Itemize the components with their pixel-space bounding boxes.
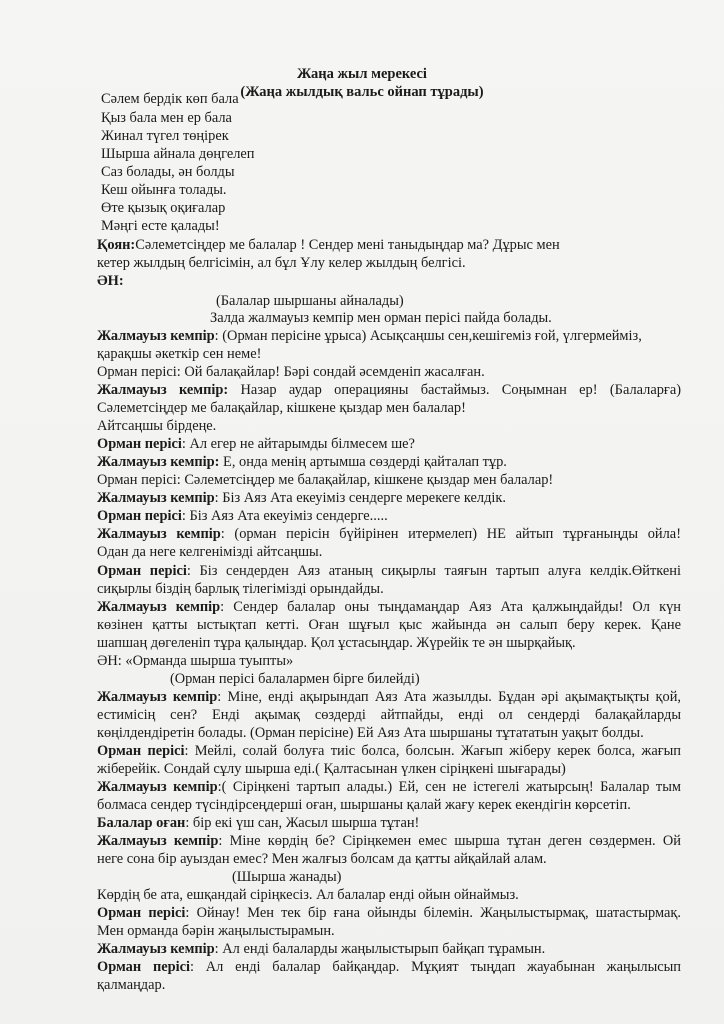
line-text: қалмаңдар. [97, 977, 166, 993]
line-text: шапшаң дөгеленіп тұра қалыңдар. Қол ұстасыңдар. Жүрейік те ән шырқайық. [97, 635, 576, 651]
line-text: Орман перісі: Ой балақайлар! Бәрі сондай әсемденіп жасалған. [97, 364, 485, 380]
line-text: болмаса сендер түсіндірсеңдерші оған, шыршаны қалай жағу керек екендігін көрсетіп. [97, 797, 631, 813]
line-text: Көрдің бе ата, ешқандай сіріңкесіз. Ал балалар енді ойын ойнаймыз. [97, 887, 519, 903]
line-text: : Ал егер не айтарымды білмесем ше? [181, 436, 415, 452]
dialogue-line [97, 599, 681, 616]
line-text: Мен орманда бәрін жаңылыстырамын. [97, 923, 335, 939]
line-text: : Біз Аяз Ата екеуіміз сендерге мерекеге келдік. [214, 490, 507, 506]
dialogue-line [97, 364, 681, 381]
dialogue-line [97, 617, 681, 634]
dialogue-line [97, 851, 681, 868]
dialogue-line [97, 743, 681, 760]
poem-line: Шырша айнала дөңгелеп [101, 146, 255, 162]
speaker: Орман перісі [97, 959, 191, 975]
poem-line: Қыз бала мен ер бала [101, 110, 232, 126]
dialogue-line [97, 905, 681, 922]
dialogue-line [97, 887, 681, 904]
line-text: : Ал енді балалар байқаңдар. Мұқият тыңдап жауабынан жаңылысып [190, 959, 681, 975]
speaker: Жалмауыз кемпір: [97, 454, 220, 470]
line-text: Одан да неге келгенімізді айтсаңшы. [97, 544, 323, 560]
speaker: Балалар оған [97, 815, 186, 831]
dialogue-line [97, 526, 681, 543]
dialogue-line [97, 328, 681, 345]
stage-direction [210, 310, 724, 327]
dialogue-line [97, 346, 681, 363]
dialogue-line [97, 815, 681, 832]
stage-direction [170, 671, 724, 688]
dialogue-line [97, 581, 681, 598]
poem-line: Өте қызық оқиғалар [101, 200, 226, 216]
line-text: : Міне көрдің бе? Сіріңкемен емес шырша тұтан деген сөздермен. Ой [218, 833, 681, 849]
line-text: Орман перісі: Сәлеметсіңдер ме балақайлар, кішкене қыздар мен балалар! [97, 472, 554, 488]
stage-direction [216, 293, 724, 310]
speaker: Орман перісі [97, 905, 186, 921]
speaker: Жалмауыз кемпір [97, 833, 219, 849]
speaker: Орман перісі [97, 563, 187, 579]
dialogue-line [97, 977, 681, 994]
dialogue-line [97, 454, 681, 471]
dialogue-line [97, 508, 681, 525]
stage-direction [232, 869, 724, 886]
poem-line: Саз болады, ән болды [101, 164, 235, 180]
line-text: сиқырлы біздің барлық тілегімізді орындайды. [97, 581, 384, 597]
dialogue-line [97, 707, 681, 724]
dialogue-line [97, 941, 681, 958]
line-text: жіберейік. Сондай сұлу шырша еді.( Қалтасынан үлкен сіріңкені шығарады) [97, 761, 566, 777]
line-text: : Ал енді балаларды жаңылыстырып байқап тұрамын. [214, 941, 546, 957]
line-text: көзінен қатты ыстықтап кетті. Оған шұғыл қыс жайында ән салып беру керек. Қане [97, 617, 681, 633]
speaker: Жалмауыз кемпір [97, 526, 221, 542]
line-text: Сәлеметсіңдер ме балалар ! Сендер мені таныдыңдар ма? Дұрыс мен [135, 237, 560, 253]
line-text: Залда жалмауыз кемпір мен орман перісі пайда болады. [210, 310, 552, 326]
speaker: Жалмауыз кемпір [97, 490, 215, 506]
speaker: Жалмауыз кемпір [97, 599, 221, 615]
dialogue-line [97, 797, 681, 814]
document-subtitle: (Жаңа жылдық вальс ойнап тұрады) [240, 84, 484, 100]
document-title: Жаңа жыл мерекесі [297, 66, 427, 82]
dialogue-line [97, 490, 681, 507]
dialogue-line [97, 544, 681, 561]
line-text: : Біз Аяз Ата екеуіміз сендерге..... [181, 508, 388, 524]
line-text: : Мейлі, солай болуға тиіс болса, болсын. Жағып жіберу керек болса, жағып [184, 743, 681, 759]
line-text: естимісің сен? Енді ақымақ сөздерді айтпайды, енді ол сендерді балақайларды [97, 707, 681, 723]
dialogue-line [97, 635, 681, 652]
line-text: : Біз сендерден Аяз атаның сиқырлы таяғын тартып алуға келдік.Өйткені [186, 563, 681, 579]
line-text: қарақшы әкеткір сен неме! [97, 346, 262, 362]
poem-line: Жинал түгел төңірек [101, 128, 229, 144]
dialogue-line [97, 400, 681, 417]
line-text: Е, онда менің артымша сөздерді қайталап тұр. [219, 454, 507, 470]
speaker: Жалмауыз кемпір [97, 328, 215, 344]
dialogue-line [97, 255, 681, 272]
dialogue-line [97, 563, 681, 580]
dialogue-line [97, 273, 681, 290]
dialogue-line [97, 725, 681, 742]
poem-line: Мәңгі есте қалады! [101, 218, 220, 234]
dialogue-line [97, 689, 681, 706]
poem-line: Кеш ойынға толады. [101, 182, 227, 198]
line-text: : Ойнау! Мен тек бір ғана ойынды білемін. Жаңылыстырмақ, шатастырмақ. [185, 905, 681, 921]
speaker: Жалмауыз кемпір [97, 689, 218, 705]
speaker: Орман перісі [97, 436, 182, 452]
line-text: : (Орман перісіне ұрыса) Асықсаңшы сен,кешігеміз ғой, үлгермейміз, [214, 328, 642, 344]
speaker: Орман перісі [97, 743, 185, 759]
speaker: Жалмауыз кемпір [97, 941, 215, 957]
line-text: (Балалар шыршаны айналады) [216, 293, 404, 309]
speaker: Жалмауыз кемпір [97, 779, 218, 795]
line-text: (Шырша жанады) [232, 869, 342, 885]
dialogue-line [97, 472, 681, 489]
line-text: ӘН: «Орманда шырша туыпты» [97, 653, 294, 669]
line-text: :( Сіріңкені тартып алады.) Ей, сен не істегелі жатырсың! Балалар тым [217, 779, 681, 795]
dialogue-line [97, 653, 681, 670]
speaker: Орман перісі [97, 508, 182, 524]
line-text: Сәлеметсіңдер ме балақайлар, кішкене қыздар мен балалар! [97, 400, 466, 416]
speaker: ӘН: [97, 273, 124, 289]
dialogue-line [97, 382, 681, 399]
dialogue-line [97, 436, 681, 453]
dialogue-line [97, 959, 681, 976]
line-text: : (орман перісін бүйірінен итермелеп) НЕ айтып тұрғаныңды ойла! [220, 526, 681, 542]
dialogue-line [97, 418, 681, 435]
dialogue-line [97, 833, 681, 850]
dialogue-line [97, 237, 681, 254]
line-text: : бір екі үш сан, Жасыл шырша тұтан! [185, 815, 420, 831]
line-text: : Сендер балалар оны тыңдамаңдар Аяз Ата қалжыңдайды! Ол күн [220, 599, 681, 615]
line-text: Айтсаңшы бірдеңе. [97, 418, 217, 434]
line-text: Назар аудар операцияны бастаймыз. Соңымнан ер! (Балаларға) [228, 382, 682, 398]
speaker: Қоян: [97, 237, 136, 253]
line-text: көңілдендіретін болады. (Орман перісіне) Ей Аяз Ата шыршаны тұтататын уақыт болды. [97, 725, 644, 741]
line-text: (Орман перісі балалармен бірге билейді) [170, 671, 420, 687]
poem-line: Сәлем бердік көп бала [101, 91, 239, 107]
dialogue-line [97, 779, 681, 796]
speaker: Жалмауыз кемпір: [97, 382, 229, 398]
dialogue-line [97, 761, 681, 778]
line-text: : Міне, енді ақырындап Аяз Ата жазылды. Бұдан әрі ақымақтықты қой, [217, 689, 681, 705]
line-text: кетер жылдың белгісімін, ал бұл Ұлу келер жылдың белгісі. [97, 255, 466, 271]
dialogue-line [97, 923, 681, 940]
line-text: неге сона бір ауыздан емес? Мен жалғыз болсам да қатты айқайлай алам. [97, 851, 547, 867]
